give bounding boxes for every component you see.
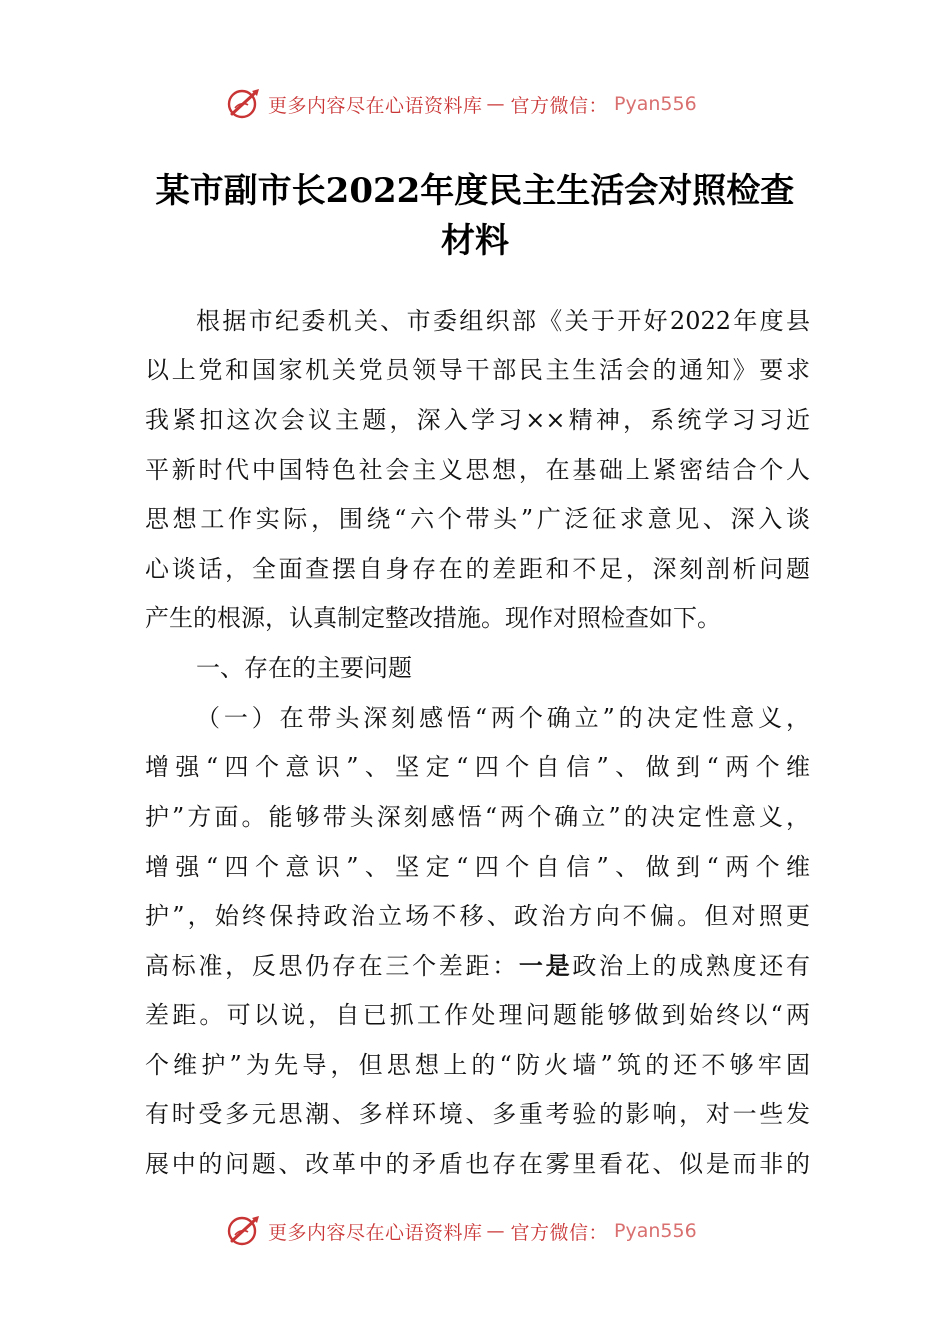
pen-logo-icon <box>226 1213 262 1249</box>
section-line: 展中的问题、改革中的矛盾也存在雾里看花、似是而非的 <box>145 1150 810 1178</box>
intro-line: 思想工作实际，围绕“六个带头”广泛征求意见、深入谈 <box>145 505 810 533</box>
section-line: 有时受多元思潮、多样环境、多重考验的影响，对一些发 <box>145 1100 810 1128</box>
intro-line: 心谈话，全面查摆自身存在的差距和不足，深刻剖析问题 <box>145 555 810 583</box>
section-line: 增强“四个意识”、坚定“四个自信”、做到“两个维 <box>145 853 810 881</box>
pen-logo-icon <box>226 86 262 122</box>
watermark-official-label: 官方微信： <box>510 1221 609 1244</box>
section-line: 护”，始终保持政治立场不移、政治方向不偏。但对照更 <box>145 902 810 930</box>
intro-line: 产生的根源，认真制定整改措施。现作对照检查如下。 <box>145 604 721 632</box>
watermark-wechat-id: Pyan556 <box>614 1220 697 1242</box>
watermark-separator: — <box>486 93 505 115</box>
intro-line: 以上党和国家机关党员领导干部民主生活会的通知》要求 <box>145 356 810 384</box>
watermark-separator: — <box>486 1220 505 1242</box>
emphasis-first: 一是 <box>518 951 573 980</box>
watermark-text: 更多内容尽在心语资料库 <box>268 1221 483 1244</box>
section-line: （一）在带头深刻感悟“两个确立”的决定性意义， <box>196 704 810 732</box>
watermark-wechat-id: Pyan556 <box>614 93 697 115</box>
section-line-with-emphasis <box>145 949 810 983</box>
section-line: 个维护”为先导，但思想上的“防火墙”筑的还不够牢固 <box>145 1051 810 1079</box>
section-heading: 一、存在的主要问题 <box>196 654 412 682</box>
intro-line: 根据市纪委机关、市委组织部《关于开好2022年度县 <box>196 307 810 335</box>
section-line: 差距。可以说，自已抓工作处理问题能够做到始终以“两 <box>145 1001 810 1029</box>
document-title-line1: 某市副市长2022年度民主生活会对照检查 <box>155 171 795 211</box>
watermark-header <box>226 84 786 124</box>
section-line-rest: 政治上的成熟度还有 <box>572 952 811 980</box>
watermark-footer <box>226 1211 786 1251</box>
section-line: 增强“四个意识”、坚定“四个自信”、做到“两个维 <box>145 753 810 781</box>
intro-line: 我紧扣这次会议主题，深入学习××精神，系统学习习近 <box>145 406 810 434</box>
watermark-official-label: 官方微信： <box>510 94 609 117</box>
watermark-text: 更多内容尽在心语资料库 <box>268 94 483 117</box>
intro-line: 平新时代中国特色社会主义思想，在基础上紧密结合个人 <box>145 456 810 484</box>
document-title-line2: 材料 <box>441 221 509 261</box>
section-line: 护”方面。能够带头深刻感悟“两个确立”的决定性意义， <box>145 803 810 831</box>
section-line-text: 高标准，反思仍存在三个差距： <box>145 952 519 980</box>
